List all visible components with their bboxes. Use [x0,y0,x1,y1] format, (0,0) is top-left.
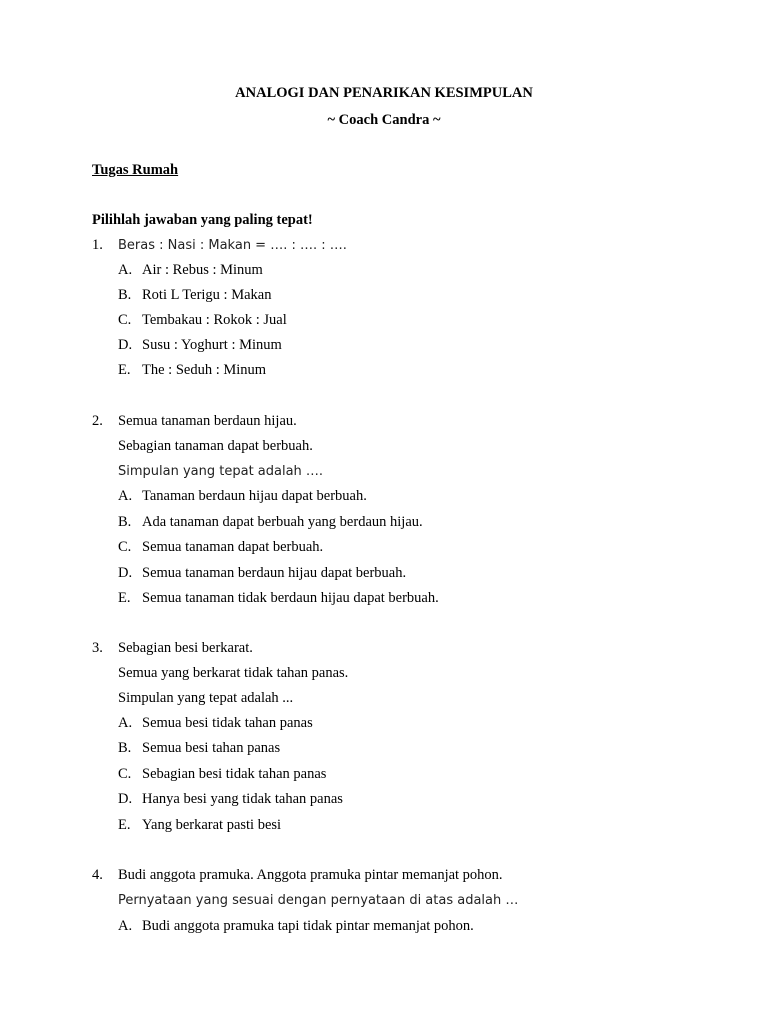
option-text: Yang berkarat pasti besi [142,817,282,833]
option-letter: D. [118,337,133,353]
question-stem: Sebagian besi berkarat. [118,640,253,656]
option-text: Sebagian besi tidak tahan panas [142,766,327,782]
option-text: Semua besi tahan panas [142,740,281,756]
option-text: Semua tanaman dapat berbuah. [142,539,324,555]
option-text: Ada tanaman dapat berbuah yang berdaun hijau. [142,514,423,530]
option-text: Susu : Yoghurt : Minum [142,337,282,353]
option-text: Semua tanaman tidak berdaun hijau dapat berbuah. [142,590,439,606]
option-letter: E. [118,590,131,606]
question-stem: Beras : Nasi : Makan = …. : …. : …. [118,238,347,253]
option-text: Semua tanaman berdaun hijau dapat berbuah. [142,565,407,581]
question-number: 4. [92,867,103,883]
section-heading: Tugas Rumah [92,162,179,178]
option-text: Roti L Terigu : Makan [142,287,272,303]
option-letter: C. [118,539,132,555]
option-text: Hanya besi yang tidak tahan panas [142,791,343,807]
instruction-text: Pilihlah jawaban yang paling tepat! [92,212,313,228]
option-letter: E. [118,817,131,833]
option-letter: A. [118,262,133,278]
question-stem: Budi anggota pramuka. Anggota pramuka pintar memanjat pohon. [118,867,503,883]
question-stem: Pernyataan yang sesuai dengan pernyataan di atas adalah … [118,893,519,908]
question-stem: Semua tanaman berdaun hijau. [118,413,297,429]
option-letter: A. [118,488,133,504]
document-title: ANALOGI DAN PENARIKAN KESIMPULAN [235,85,533,101]
question-number: 1. [92,237,103,253]
option-text: Air : Rebus : Minum [142,262,263,278]
question-stem: Semua yang berkarat tidak tahan panas. [118,665,349,681]
option-letter: A. [118,918,133,934]
option-letter: C. [118,312,132,328]
option-letter: D. [118,565,133,581]
question-stem: Sebagian tanaman dapat berbuah. [118,438,313,454]
option-letter: B. [118,287,132,303]
option-letter: E. [118,362,131,378]
question-stem: Simpulan yang tepat adalah …. [118,464,324,479]
option-letter: B. [118,514,132,530]
option-text: Tanaman berdaun hijau dapat berbuah. [142,488,367,504]
option-letter: A. [118,715,133,731]
option-letter: C. [118,766,132,782]
option-text: The : Seduh : Minum [142,362,267,378]
question-stem: Simpulan yang tepat adalah ... [118,690,294,706]
option-text: Budi anggota pramuka tapi tidak pintar memanjat pohon. [142,918,474,934]
question-number: 2. [92,413,103,429]
document-subtitle: ~ Coach Candra ~ [327,112,441,128]
option-letter: D. [118,791,133,807]
question-number: 3. [92,640,103,656]
option-letter: B. [118,740,132,756]
option-text: Semua besi tidak tahan panas [142,715,313,731]
option-text: Tembakau : Rokok : Jual [142,312,287,328]
